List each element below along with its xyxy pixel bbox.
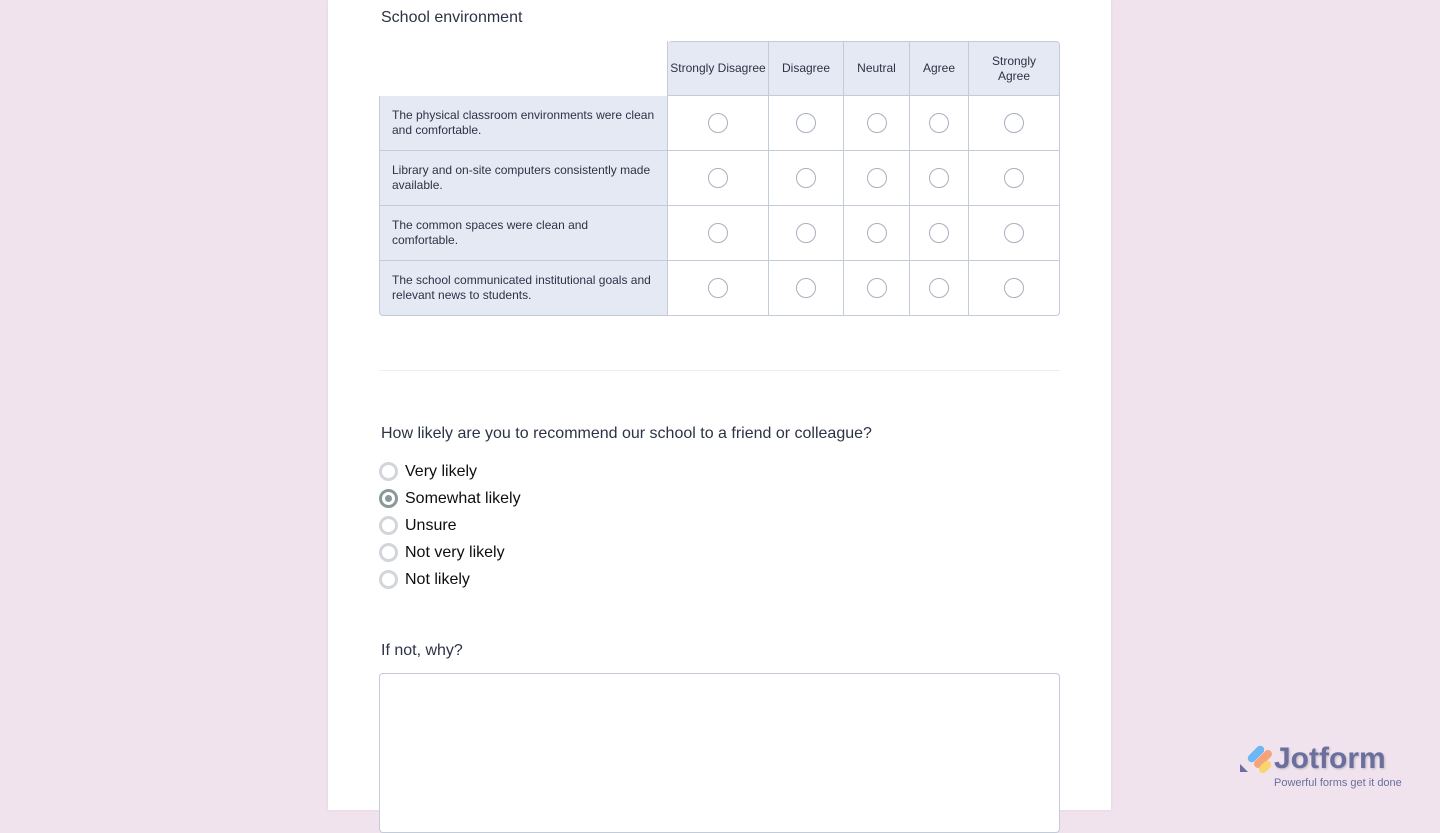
column-header: Neutral: [844, 41, 910, 96]
option-unsure[interactable]: [379, 512, 521, 539]
why-textarea[interactable]: [379, 673, 1060, 833]
radio-button[interactable]: [379, 570, 398, 589]
option-label: Not very likely: [405, 543, 505, 561]
why-label: If not, why?: [381, 642, 463, 659]
matrix-row: [379, 261, 1060, 316]
brand-tagline: Powerful forms get it done: [1274, 777, 1402, 789]
jotform-logo-icon: [1240, 742, 1274, 776]
radio-button-selected[interactable]: [379, 489, 398, 508]
matrix-radio[interactable]: [708, 223, 728, 243]
option-somewhat-likely[interactable]: [379, 485, 521, 512]
matrix-radio[interactable]: [1004, 223, 1024, 243]
matrix-radio[interactable]: [796, 168, 816, 188]
matrix-row: [379, 96, 1060, 151]
matrix-radio[interactable]: [708, 278, 728, 298]
option-not-likely[interactable]: [379, 566, 521, 593]
row-label: The school communicated institutional goals and relevant news to students.: [379, 261, 668, 316]
matrix-radio[interactable]: [867, 278, 887, 298]
matrix-radio[interactable]: [1004, 168, 1024, 188]
matrix-title: School environment: [381, 9, 523, 26]
matrix-radio[interactable]: [929, 113, 949, 133]
matrix-radio[interactable]: [796, 223, 816, 243]
matrix-radio[interactable]: [929, 168, 949, 188]
column-header: Strongly Agree: [969, 41, 1060, 96]
form-card: [328, 0, 1111, 810]
brand-name: Jotform: [1274, 742, 1386, 775]
row-label: The common spaces were clean and comfortable.: [379, 206, 668, 261]
column-header: Strongly Disagree: [668, 41, 769, 96]
row-label: Library and on-site computers consistently made available.: [379, 151, 668, 206]
option-label: Very likely: [405, 462, 478, 480]
matrix-radio[interactable]: [867, 223, 887, 243]
radio-button[interactable]: [379, 516, 398, 535]
matrix-radio[interactable]: [1004, 113, 1024, 133]
matrix-radio[interactable]: [867, 113, 887, 133]
radio-button[interactable]: [379, 462, 398, 481]
matrix-radio[interactable]: [867, 168, 887, 188]
matrix-radio[interactable]: [929, 278, 949, 298]
option-not-very-likely[interactable]: [379, 539, 521, 566]
jotform-badge[interactable]: [1240, 742, 1402, 790]
option-label: Not likely: [405, 570, 470, 588]
matrix-table: [379, 41, 1060, 316]
matrix-radio[interactable]: [708, 168, 728, 188]
section-divider: [379, 370, 1060, 371]
radio-button[interactable]: [379, 543, 398, 562]
option-label: Somewhat likely: [405, 489, 521, 507]
column-header: Agree: [910, 41, 969, 96]
option-label: Unsure: [405, 516, 457, 534]
matrix-radio[interactable]: [796, 278, 816, 298]
matrix-radio[interactable]: [929, 223, 949, 243]
matrix-radio[interactable]: [796, 113, 816, 133]
matrix-row: [379, 151, 1060, 206]
row-label: The physical classroom environments were clean and comfortable.: [379, 96, 668, 151]
matrix-radio[interactable]: [708, 113, 728, 133]
matrix-row: [379, 206, 1060, 261]
recommend-question: How likely are you to recommend our school to a friend or colleague?: [381, 425, 872, 442]
recommend-options: [379, 458, 521, 593]
column-header: Disagree: [769, 41, 844, 96]
option-very-likely[interactable]: [379, 458, 521, 485]
matrix-radio[interactable]: [1004, 278, 1024, 298]
